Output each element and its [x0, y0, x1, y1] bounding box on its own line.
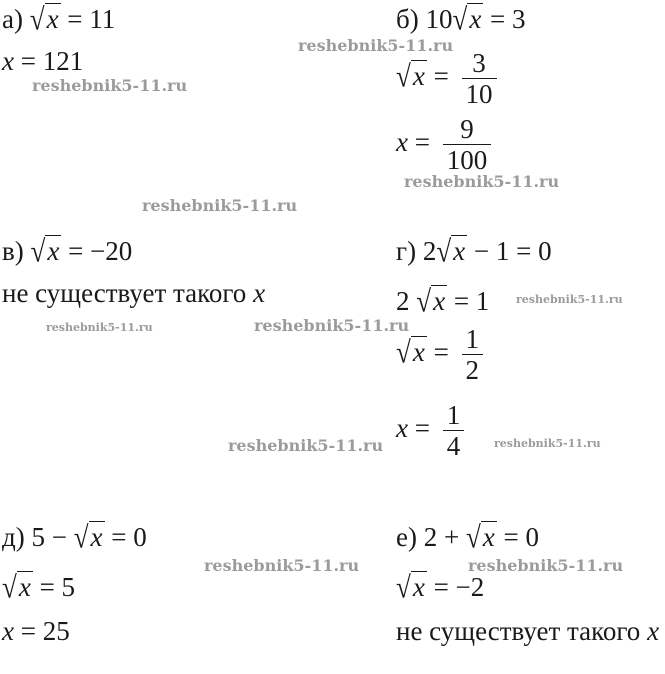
watermark: reshebnik5-11.ru: [494, 437, 601, 450]
sqrt-symbol: √x: [73, 519, 103, 555]
problem-b-step2: x = $\frac{9}{100}$: [396, 116, 491, 174]
problem-a-equation: [2, 1, 116, 37]
watermark: reshebnik5-11.ru: [46, 321, 153, 334]
sqrt-symbol: √x: [2, 569, 31, 605]
problem-d-step1: √x = 5: [2, 569, 76, 605]
problem-a-rhs: = 11: [67, 4, 116, 34]
watermark: reshebnik5-11.ru: [516, 293, 623, 306]
watermark: reshebnik5-11.ru: [254, 316, 410, 335]
problem-e-equation: е) 2 + √x = 0: [396, 519, 540, 555]
sqrt-symbol: √x: [396, 569, 425, 605]
sqrt-symbol: √x: [396, 334, 425, 370]
sqrt-symbol: √x: [452, 1, 482, 37]
sqrt-symbol: √x: [30, 233, 60, 269]
problem-v-note: не существует такого x: [2, 278, 266, 308]
fraction: $\frac{9}{100}$: [443, 116, 492, 174]
problem-v-label: в): [2, 236, 24, 266]
problem-a-label: а): [2, 4, 23, 34]
problem-d-equation: д) 5 − √x = 0: [2, 519, 147, 555]
problem-b-equation: б) 10√x = 3: [396, 1, 526, 37]
problem-b-step1: √x = $\frac{3}{10}$: [396, 50, 497, 108]
watermark: reshebnik5-11.ru: [32, 76, 188, 95]
problem-g-step3: x = $\frac{1}{4}$: [396, 402, 464, 460]
problem-v-equation: в) √x = −20: [2, 233, 133, 269]
sqrt-symbol: √x: [436, 233, 466, 269]
fraction: $\frac{1}{2}$: [462, 326, 484, 384]
problem-e-step1: √x = −2: [396, 569, 485, 605]
problem-g-label: г): [396, 236, 417, 266]
problem-a-solution: x = 121: [2, 46, 84, 76]
watermark: reshebnik5-11.ru: [404, 172, 560, 191]
watermark: reshebnik5-11.ru: [298, 36, 454, 55]
sqrt-symbol: √x: [29, 1, 59, 37]
watermark: reshebnik5-11.ru: [228, 436, 384, 455]
problem-d-step2: x = 25: [2, 616, 70, 646]
watermark: reshebnik5-11.ru: [204, 556, 360, 575]
sqrt-symbol: √x: [416, 283, 446, 319]
problem-e-note: не существует такого x: [396, 616, 660, 646]
sqrt-symbol: √x: [396, 58, 425, 94]
fraction: $\frac{1}{4}$: [443, 402, 465, 460]
problem-g-equation: г) 2√x − 1 = 0: [396, 233, 552, 269]
fraction: $\frac{3}{10}$: [462, 50, 497, 108]
problem-e-label: е): [396, 522, 417, 552]
problem-d-label: д): [2, 522, 25, 552]
problem-g-step2: √x = $\frac{1}{2}$: [396, 326, 483, 384]
problem-b-label: б): [396, 4, 419, 34]
problem-g-step1: 2 √x = 1: [396, 283, 490, 319]
watermark: reshebnik5-11.ru: [142, 196, 298, 215]
watermark: reshebnik5-11.ru: [468, 556, 624, 575]
sqrt-symbol: √x: [465, 519, 495, 555]
